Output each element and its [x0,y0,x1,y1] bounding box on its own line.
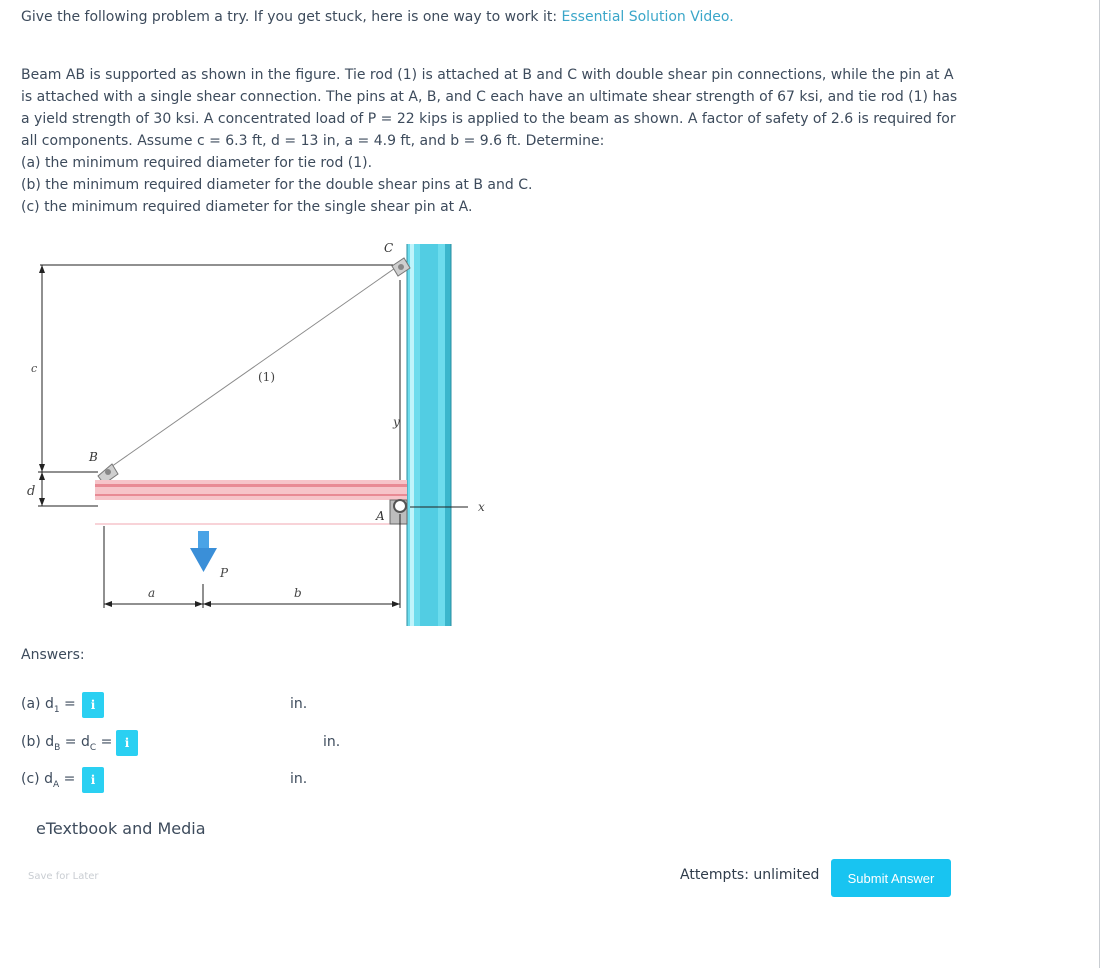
b-dim-label: b [294,586,302,600]
save-for-later-button[interactable]: Save for Later [28,871,99,882]
x-axis-label: x [478,500,485,514]
intro-sentence: Give the following problem a try. If you get stuck, here is one way to work it: [21,9,562,25]
intro-text [21,9,734,25]
part-b-text: (b) the minimum required diameter for the double shear pins at B and C. [21,177,533,193]
pin-c-label: C [384,241,394,255]
beam [95,480,407,524]
answer-c-unit: in. [290,771,308,787]
part-c-text: (c) the minimum required diameter for the single shear pin at A. [21,199,473,215]
rod-label: (1) [258,370,275,384]
part-a-text: (a) the minimum required diameter for tie rod (1). [21,155,373,171]
problem-statement [21,64,961,218]
info-icon[interactable]: i [116,730,138,756]
answer-a-unit: in. [290,696,308,712]
info-icon[interactable]: i [82,692,104,718]
page-border [1099,0,1100,968]
solution-video-link[interactable]: Essential Solution Video. [561,9,734,25]
info-icon[interactable]: i [82,767,104,793]
d-dim-label: d [27,484,36,499]
c-dim-label: c [31,362,38,375]
answer-row-b [21,730,361,756]
column [407,244,451,626]
pin-b-label: B [89,450,98,464]
answer-b-unit: in. [323,734,341,750]
answer-row-c [21,767,321,793]
problem-paragraph: Beam AB is supported as shown in the figure. Tie rod (1) is attached at B and C with double shear pin connections, while the pin at A is attached with a single shear connection. The pins at A, B, and C each have an ultimate shear strength of 67 ksi, and tie rod (1) has a yield strength of 30 ksi. A concentrated load of P = 22 kips is applied to the beam as shown. A factor of safety of 2.6 is required for all components. Assume c = 6.3 ft, d = 13 in, a = 4.9 ft, and b = 9.6 ft. Determine: [21,67,958,149]
answer-row-a [21,692,321,718]
tie-rod [108,266,398,469]
answer-c-label: (c) $d_A$ = [21,771,76,790]
pin-a-label: A [376,509,385,523]
y-axis-label: y [393,415,400,429]
load-arrow [190,531,217,572]
answer-b-label: (b) $d_B = d_C$ = [21,734,113,753]
a-dim-label: a [148,586,156,600]
load-label: P [220,566,229,580]
submit-answer-button[interactable]: Submit Answer [831,859,951,897]
answer-a-label: (a) $d_1$ = [21,696,76,715]
beam-diagram [0,236,520,626]
attempts-label: Attempts: unlimited [680,867,820,883]
pin-a [390,500,407,524]
etextbook-media-link[interactable]: eTextbook and Media [36,819,206,838]
beam-figure [0,236,520,626]
answers-heading: Answers: [21,647,85,663]
